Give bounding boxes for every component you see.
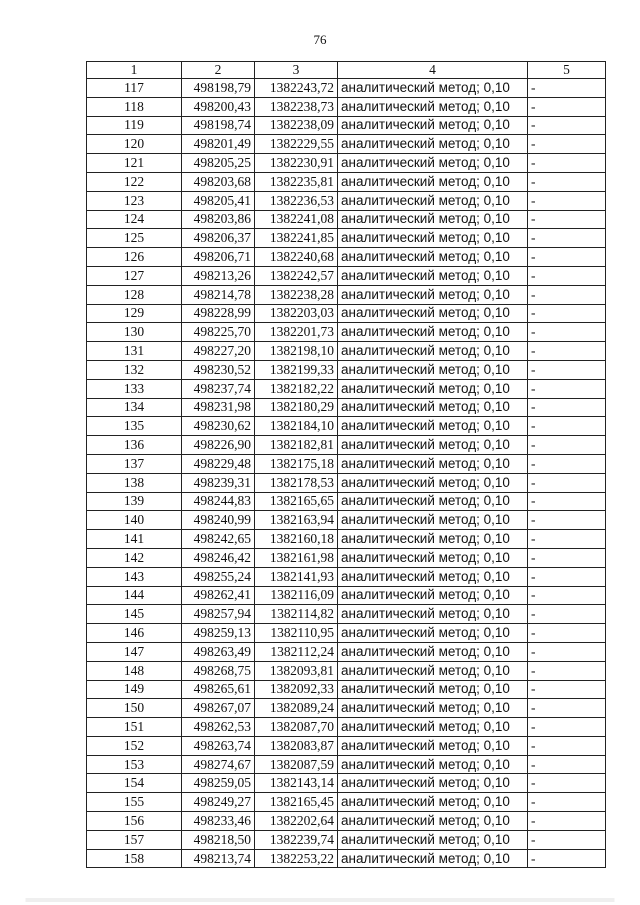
y-coordinate-cell: 1382092,33	[255, 680, 338, 699]
method-cell: аналитический метод; 0,10	[338, 172, 528, 191]
description-cell: -	[528, 774, 606, 793]
table-row	[87, 210, 606, 229]
point-number-cell: 125	[87, 229, 182, 248]
column-header-y: 3	[255, 62, 338, 79]
description-cell: -	[528, 624, 606, 643]
x-coordinate-cell: 498259,13	[182, 624, 255, 643]
x-coordinate-cell: 498239,31	[182, 473, 255, 492]
method-cell: аналитический метод; 0,10	[338, 285, 528, 304]
table-row	[87, 586, 606, 605]
x-coordinate-cell: 498274,67	[182, 755, 255, 774]
table-row	[87, 248, 606, 267]
table-row	[87, 323, 606, 342]
description-cell: -	[528, 736, 606, 755]
table-row	[87, 548, 606, 567]
point-number-cell: 138	[87, 473, 182, 492]
description-cell: -	[528, 605, 606, 624]
y-coordinate-cell: 1382161,98	[255, 548, 338, 567]
column-header-description: 5	[528, 62, 606, 79]
method-cell: аналитический метод; 0,10	[338, 586, 528, 605]
point-number-cell: 122	[87, 172, 182, 191]
description-cell: -	[528, 116, 606, 135]
x-coordinate-cell: 498233,46	[182, 812, 255, 831]
table-row	[87, 567, 606, 586]
point-number-cell: 130	[87, 323, 182, 342]
description-cell: -	[528, 436, 606, 455]
y-coordinate-cell: 1382242,57	[255, 266, 338, 285]
point-number-cell: 143	[87, 567, 182, 586]
coordinates-table	[86, 61, 606, 868]
table-row	[87, 229, 606, 248]
table-row	[87, 830, 606, 849]
description-cell: -	[528, 285, 606, 304]
table-row	[87, 417, 606, 436]
description-cell: -	[528, 97, 606, 116]
x-coordinate-cell: 498228,99	[182, 304, 255, 323]
description-cell: -	[528, 360, 606, 379]
point-number-cell: 157	[87, 830, 182, 849]
y-coordinate-cell: 1382238,73	[255, 97, 338, 116]
point-number-cell: 121	[87, 154, 182, 173]
column-header-point-number: 1	[87, 62, 182, 79]
method-cell: аналитический метод; 0,10	[338, 154, 528, 173]
column-header-method: 4	[338, 62, 528, 79]
x-coordinate-cell: 498201,49	[182, 135, 255, 154]
description-cell: -	[528, 530, 606, 549]
method-cell: аналитический метод; 0,10	[338, 116, 528, 135]
x-coordinate-cell: 498229,48	[182, 454, 255, 473]
y-coordinate-cell: 1382175,18	[255, 454, 338, 473]
description-cell: -	[528, 323, 606, 342]
point-number-cell: 147	[87, 642, 182, 661]
y-coordinate-cell: 1382087,70	[255, 718, 338, 737]
description-cell: -	[528, 755, 606, 774]
method-cell: аналитический метод; 0,10	[338, 473, 528, 492]
method-cell: аналитический метод; 0,10	[338, 830, 528, 849]
y-coordinate-cell: 1382243,72	[255, 79, 338, 98]
point-number-cell: 132	[87, 360, 182, 379]
x-coordinate-cell: 498255,24	[182, 567, 255, 586]
y-coordinate-cell: 1382198,10	[255, 342, 338, 361]
x-coordinate-cell: 498263,74	[182, 736, 255, 755]
x-coordinate-cell: 498242,65	[182, 530, 255, 549]
x-coordinate-cell: 498225,70	[182, 323, 255, 342]
point-number-cell: 141	[87, 530, 182, 549]
y-coordinate-cell: 1382089,24	[255, 699, 338, 718]
point-number-cell: 134	[87, 398, 182, 417]
y-coordinate-cell: 1382201,73	[255, 323, 338, 342]
y-coordinate-cell: 1382083,87	[255, 736, 338, 755]
x-coordinate-cell: 498268,75	[182, 661, 255, 680]
description-cell: -	[528, 661, 606, 680]
point-number-cell: 149	[87, 680, 182, 699]
description-cell: -	[528, 154, 606, 173]
x-coordinate-cell: 498263,49	[182, 642, 255, 661]
method-cell: аналитический метод; 0,10	[338, 79, 528, 98]
description-cell: -	[528, 266, 606, 285]
table-row	[87, 624, 606, 643]
y-coordinate-cell: 1382182,81	[255, 436, 338, 455]
point-number-cell: 148	[87, 661, 182, 680]
point-number-cell: 127	[87, 266, 182, 285]
table-row	[87, 266, 606, 285]
x-coordinate-cell: 498231,98	[182, 398, 255, 417]
method-cell: аналитический метод; 0,10	[338, 436, 528, 455]
x-coordinate-cell: 498237,74	[182, 379, 255, 398]
point-number-cell: 126	[87, 248, 182, 267]
point-number-cell: 135	[87, 417, 182, 436]
method-cell: аналитический метод; 0,10	[338, 849, 528, 868]
y-coordinate-cell: 1382236,53	[255, 191, 338, 210]
method-cell: аналитический метод; 0,10	[338, 812, 528, 831]
point-number-cell: 118	[87, 97, 182, 116]
method-cell: аналитический метод; 0,10	[338, 774, 528, 793]
method-cell: аналитический метод; 0,10	[338, 736, 528, 755]
description-cell: -	[528, 793, 606, 812]
description-cell: -	[528, 304, 606, 323]
point-number-cell: 124	[87, 210, 182, 229]
method-cell: аналитический метод; 0,10	[338, 718, 528, 737]
point-number-cell: 154	[87, 774, 182, 793]
table-row	[87, 304, 606, 323]
column-header-x: 2	[182, 62, 255, 79]
table-row	[87, 135, 606, 154]
y-coordinate-cell: 1382229,55	[255, 135, 338, 154]
description-cell: -	[528, 473, 606, 492]
point-number-cell: 152	[87, 736, 182, 755]
table-row	[87, 699, 606, 718]
table-row	[87, 191, 606, 210]
table-row	[87, 116, 606, 135]
x-coordinate-cell: 498267,07	[182, 699, 255, 718]
table-row	[87, 812, 606, 831]
description-cell: -	[528, 135, 606, 154]
x-coordinate-cell: 498262,41	[182, 586, 255, 605]
x-coordinate-cell: 498213,26	[182, 266, 255, 285]
y-coordinate-cell: 1382141,93	[255, 567, 338, 586]
table-row	[87, 849, 606, 868]
x-coordinate-cell: 498200,43	[182, 97, 255, 116]
x-coordinate-cell: 498244,83	[182, 492, 255, 511]
x-coordinate-cell: 498227,20	[182, 342, 255, 361]
table-row	[87, 718, 606, 737]
table-row	[87, 454, 606, 473]
description-cell: -	[528, 718, 606, 737]
point-number-cell: 133	[87, 379, 182, 398]
x-coordinate-cell: 498230,62	[182, 417, 255, 436]
y-coordinate-cell: 1382203,03	[255, 304, 338, 323]
point-number-cell: 142	[87, 548, 182, 567]
description-cell: -	[528, 680, 606, 699]
table-row	[87, 774, 606, 793]
description-cell: -	[528, 492, 606, 511]
table-row	[87, 97, 606, 116]
y-coordinate-cell: 1382241,08	[255, 210, 338, 229]
y-coordinate-cell: 1382178,53	[255, 473, 338, 492]
description-cell: -	[528, 454, 606, 473]
table-row	[87, 172, 606, 191]
table-row	[87, 661, 606, 680]
y-coordinate-cell: 1382180,29	[255, 398, 338, 417]
point-number-cell: 155	[87, 793, 182, 812]
description-cell: -	[528, 342, 606, 361]
point-number-cell: 120	[87, 135, 182, 154]
point-number-cell: 146	[87, 624, 182, 643]
method-cell: аналитический метод; 0,10	[338, 97, 528, 116]
description-cell: -	[528, 586, 606, 605]
x-coordinate-cell: 498218,50	[182, 830, 255, 849]
y-coordinate-cell: 1382238,28	[255, 285, 338, 304]
method-cell: аналитический метод; 0,10	[338, 624, 528, 643]
table-row	[87, 360, 606, 379]
method-cell: аналитический метод; 0,10	[338, 454, 528, 473]
x-coordinate-cell: 498226,90	[182, 436, 255, 455]
y-coordinate-cell: 1382110,95	[255, 624, 338, 643]
x-coordinate-cell: 498246,42	[182, 548, 255, 567]
description-cell: -	[528, 511, 606, 530]
description-cell: -	[528, 699, 606, 718]
method-cell: аналитический метод; 0,10	[338, 323, 528, 342]
point-number-cell: 150	[87, 699, 182, 718]
table-row	[87, 793, 606, 812]
table-row	[87, 398, 606, 417]
point-number-cell: 128	[87, 285, 182, 304]
x-coordinate-cell: 498257,94	[182, 605, 255, 624]
table-row	[87, 436, 606, 455]
description-cell: -	[528, 548, 606, 567]
point-number-cell: 119	[87, 116, 182, 135]
method-cell: аналитический метод; 0,10	[338, 661, 528, 680]
description-cell: -	[528, 79, 606, 98]
description-cell: -	[528, 812, 606, 831]
method-cell: аналитический метод; 0,10	[338, 248, 528, 267]
x-coordinate-cell: 498230,52	[182, 360, 255, 379]
method-cell: аналитический метод; 0,10	[338, 530, 528, 549]
method-cell: аналитический метод; 0,10	[338, 342, 528, 361]
description-cell: -	[528, 191, 606, 210]
y-coordinate-cell: 1382165,45	[255, 793, 338, 812]
y-coordinate-cell: 1382087,59	[255, 755, 338, 774]
method-cell: аналитический метод; 0,10	[338, 548, 528, 567]
y-coordinate-cell: 1382163,94	[255, 511, 338, 530]
point-number-cell: 117	[87, 79, 182, 98]
y-coordinate-cell: 1382240,68	[255, 248, 338, 267]
point-number-cell: 137	[87, 454, 182, 473]
point-number-cell: 131	[87, 342, 182, 361]
method-cell: аналитический метод; 0,10	[338, 398, 528, 417]
y-coordinate-cell: 1382202,64	[255, 812, 338, 831]
method-cell: аналитический метод; 0,10	[338, 191, 528, 210]
x-coordinate-cell: 498205,25	[182, 154, 255, 173]
method-cell: аналитический метод; 0,10	[338, 304, 528, 323]
description-cell: -	[528, 229, 606, 248]
method-cell: аналитический метод; 0,10	[338, 417, 528, 436]
y-coordinate-cell: 1382235,81	[255, 172, 338, 191]
description-cell: -	[528, 172, 606, 191]
description-cell: -	[528, 379, 606, 398]
table-row	[87, 492, 606, 511]
point-number-cell: 145	[87, 605, 182, 624]
point-number-cell: 153	[87, 755, 182, 774]
description-cell: -	[528, 567, 606, 586]
x-coordinate-cell: 498203,68	[182, 172, 255, 191]
y-coordinate-cell: 1382182,22	[255, 379, 338, 398]
x-coordinate-cell: 498203,86	[182, 210, 255, 229]
point-number-cell: 123	[87, 191, 182, 210]
x-coordinate-cell: 498249,27	[182, 793, 255, 812]
y-coordinate-cell: 1382160,18	[255, 530, 338, 549]
x-coordinate-cell: 498206,71	[182, 248, 255, 267]
point-number-cell: 136	[87, 436, 182, 455]
y-coordinate-cell: 1382199,33	[255, 360, 338, 379]
method-cell: аналитический метод; 0,10	[338, 699, 528, 718]
method-cell: аналитический метод; 0,10	[338, 680, 528, 699]
y-coordinate-cell: 1382116,09	[255, 586, 338, 605]
y-coordinate-cell: 1382143,14	[255, 774, 338, 793]
y-coordinate-cell: 1382093,81	[255, 661, 338, 680]
scan-footer-artifact	[0, 898, 640, 902]
x-coordinate-cell: 498205,41	[182, 191, 255, 210]
table-row	[87, 511, 606, 530]
table-row	[87, 530, 606, 549]
method-cell: аналитический метод; 0,10	[338, 755, 528, 774]
table-row	[87, 342, 606, 361]
description-cell: -	[528, 417, 606, 436]
table-row	[87, 680, 606, 699]
method-cell: аналитический метод; 0,10	[338, 605, 528, 624]
table-row	[87, 755, 606, 774]
table-row	[87, 736, 606, 755]
point-number-cell: 156	[87, 812, 182, 831]
description-cell: -	[528, 642, 606, 661]
table-row	[87, 379, 606, 398]
description-cell: -	[528, 210, 606, 229]
point-number-cell: 144	[87, 586, 182, 605]
method-cell: аналитический метод; 0,10	[338, 379, 528, 398]
x-coordinate-cell: 498213,74	[182, 849, 255, 868]
method-cell: аналитический метод; 0,10	[338, 642, 528, 661]
x-coordinate-cell: 498206,37	[182, 229, 255, 248]
table-row	[87, 642, 606, 661]
description-cell: -	[528, 248, 606, 267]
method-cell: аналитический метод; 0,10	[338, 793, 528, 812]
x-coordinate-cell: 498214,78	[182, 285, 255, 304]
table-header-row	[87, 62, 606, 79]
y-coordinate-cell: 1382241,85	[255, 229, 338, 248]
method-cell: аналитический метод; 0,10	[338, 210, 528, 229]
y-coordinate-cell: 1382112,24	[255, 642, 338, 661]
method-cell: аналитический метод; 0,10	[338, 492, 528, 511]
method-cell: аналитический метод; 0,10	[338, 360, 528, 379]
table-row	[87, 285, 606, 304]
description-cell: -	[528, 398, 606, 417]
table-row	[87, 473, 606, 492]
method-cell: аналитический метод; 0,10	[338, 511, 528, 530]
table-body	[87, 79, 606, 868]
table-row	[87, 154, 606, 173]
point-number-cell: 139	[87, 492, 182, 511]
y-coordinate-cell: 1382239,74	[255, 830, 338, 849]
method-cell: аналитический метод; 0,10	[338, 567, 528, 586]
x-coordinate-cell: 498265,61	[182, 680, 255, 699]
x-coordinate-cell: 498198,79	[182, 79, 255, 98]
y-coordinate-cell: 1382253,22	[255, 849, 338, 868]
y-coordinate-cell: 1382165,65	[255, 492, 338, 511]
description-cell: -	[528, 849, 606, 868]
x-coordinate-cell: 498240,99	[182, 511, 255, 530]
table-row	[87, 605, 606, 624]
page-number: 76	[313, 32, 327, 47]
y-coordinate-cell: 1382238,09	[255, 116, 338, 135]
method-cell: аналитический метод; 0,10	[338, 229, 528, 248]
table-row	[87, 79, 606, 98]
point-number-cell: 140	[87, 511, 182, 530]
method-cell: аналитический метод; 0,10	[338, 135, 528, 154]
x-coordinate-cell: 498262,53	[182, 718, 255, 737]
point-number-cell: 158	[87, 849, 182, 868]
y-coordinate-cell: 1382114,82	[255, 605, 338, 624]
point-number-cell: 129	[87, 304, 182, 323]
y-coordinate-cell: 1382230,91	[255, 154, 338, 173]
x-coordinate-cell: 498259,05	[182, 774, 255, 793]
method-cell: аналитический метод; 0,10	[338, 266, 528, 285]
point-number-cell: 151	[87, 718, 182, 737]
x-coordinate-cell: 498198,74	[182, 116, 255, 135]
y-coordinate-cell: 1382184,10	[255, 417, 338, 436]
description-cell: -	[528, 830, 606, 849]
